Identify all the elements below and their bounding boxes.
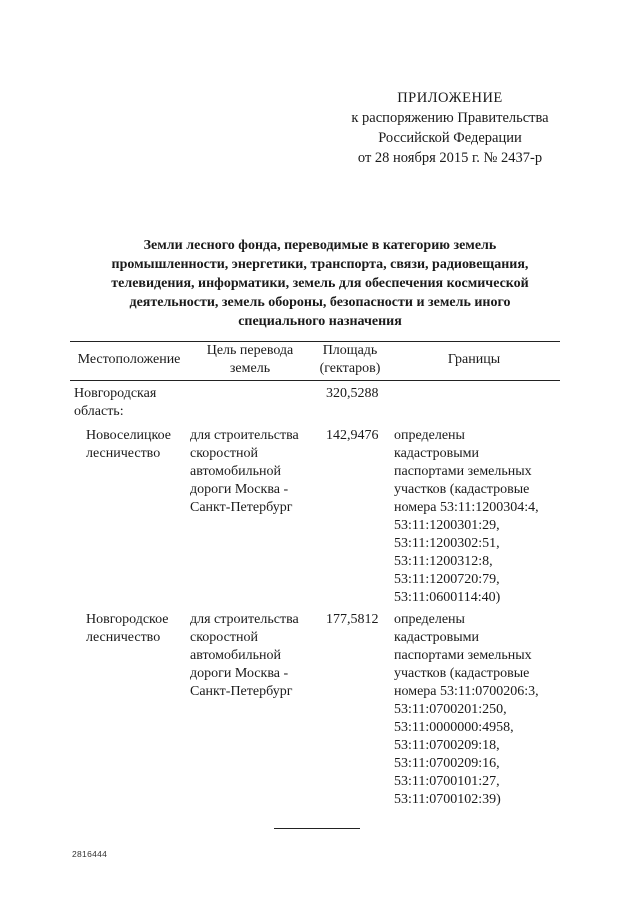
row-purpose: для строительства скоростной автомобильной дороги Москва - Санкт-Петербург (190, 428, 299, 515)
appendix-block (330, 88, 570, 168)
row-location: Новгородское лесничество (86, 612, 169, 645)
document-title (70, 236, 570, 331)
appendix-line-3: от 28 ноября 2015 г. № 2437-р (357, 150, 543, 166)
end-of-document-rule (274, 828, 360, 829)
row-boundaries: определены кадастровыми паспортами земельных участков (кадастровые номера 53:11:1200304:4, 53:11:1200301:29, 53:11:1200302:51, 53:11:1200312:8, 53:11:1200720:79, 53:11:0600114:40) (394, 428, 539, 605)
header-boundaries: Границы (447, 352, 501, 367)
table-header-bottom-rule (70, 380, 560, 381)
row-area: 177,5812 (326, 612, 379, 627)
header-area: Площадь (гектаров) (319, 343, 381, 376)
region-area: 320,5288 (326, 386, 379, 401)
document-number: 2816444 (72, 849, 108, 859)
row-area: 142,9476 (326, 428, 379, 443)
title-line-4: деятельности, земель обороны, безопасности и земель иного (129, 295, 511, 310)
header-purpose: Цель перевода земель (206, 343, 294, 376)
row-location: Новоселицкое лесничество (86, 428, 172, 461)
table-row (0, 427, 640, 607)
appendix-line-1: к распоряжению Правительства (351, 110, 549, 126)
row-purpose: для строительства скоростной автомобильной дороги Москва - Санкт-Петербург (190, 612, 299, 699)
title-line-2: промышленности, энергетики, транспорта, связи, радиовещания, (111, 257, 529, 272)
header-location: Местоположение (77, 352, 181, 367)
appendix-title: ПРИЛОЖЕНИЕ (397, 90, 503, 106)
region-name: Новгородская область: (74, 386, 157, 419)
title-line-1: Земли лесного фонда, переводимые в категорию земель (143, 238, 497, 253)
appendix-line-2: Российской Федерации (378, 130, 522, 146)
title-line-5: специального назначения (238, 314, 402, 329)
table-row (0, 611, 640, 811)
row-boundaries: определены кадастровыми паспортами земельных участков (кадастровые номера 53:11:0700206:3, 53:11:0700201:250, 53:11:0000000:4958, 53:11:0700209:18, 53:11:0700209:16, 53:11:0700101:27, 53:11:0700102:39) (394, 612, 539, 807)
title-line-3: телевидения, информатики, земель для обеспечения космической (111, 276, 529, 291)
